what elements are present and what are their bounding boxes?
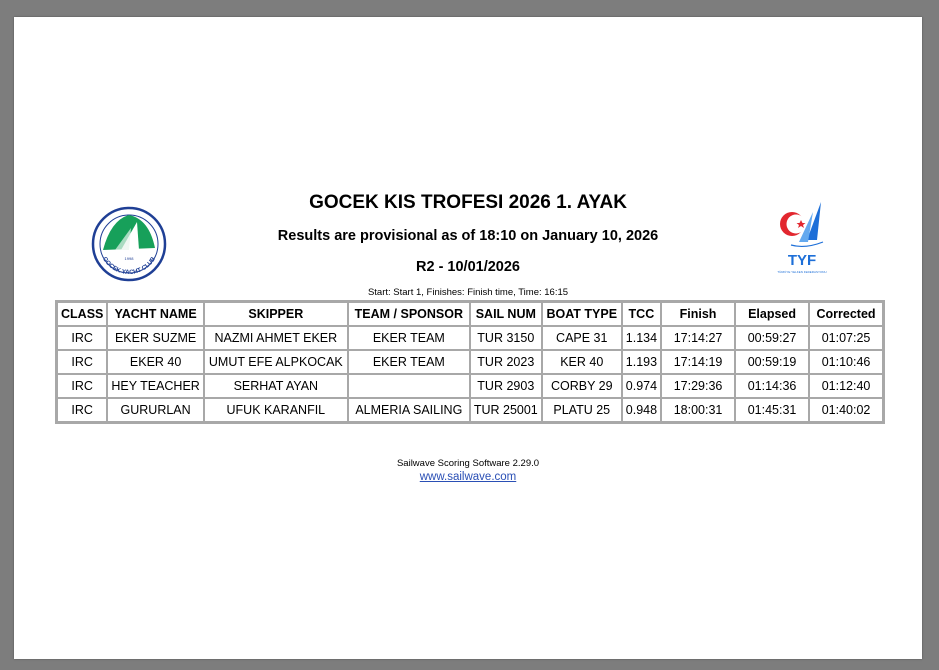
- cell-skipper: NAZMI AHMET EKER: [204, 326, 348, 350]
- cell-skipper: SERHAT AYAN: [204, 374, 348, 398]
- logo-left-text: GOCEK YACHT CLUB: [100, 255, 158, 277]
- results-page: [14, 17, 922, 659]
- cell-sail-num: TUR 3150: [470, 326, 542, 350]
- column-header-finish: Finish: [661, 302, 735, 326]
- table-row: [57, 350, 883, 374]
- cell-yacht-name: EKER 40: [107, 350, 203, 374]
- cell-team-sponsor: [348, 374, 470, 398]
- cell-tcc: 0.948: [622, 398, 661, 422]
- column-header-tcc: TCC: [622, 302, 661, 326]
- cell-skipper: UFUK KARANFIL: [204, 398, 348, 422]
- cell-yacht-name: HEY TEACHER: [107, 374, 203, 398]
- logo-left-year: 1998: [124, 256, 134, 261]
- column-header-elapsed: Elapsed: [735, 302, 809, 326]
- cell-elapsed: 00:59:27: [735, 326, 809, 350]
- cell-corrected: 01:07:25: [809, 326, 883, 350]
- cell-corrected: 01:12:40: [809, 374, 883, 398]
- software-credit: Sailwave Scoring Software 2.29.0: [396, 458, 540, 469]
- results-table: [55, 300, 885, 424]
- cell-team-sponsor: ALMERIA SAILING: [348, 398, 470, 422]
- cell-corrected: 01:10:46: [809, 350, 883, 374]
- logo-right-text: TYF: [787, 252, 817, 269]
- cell-finish: 17:14:19: [661, 350, 735, 374]
- column-header-corrected: Corrected: [809, 302, 883, 326]
- cell-finish: 17:29:36: [661, 374, 735, 398]
- cell-class: IRC: [57, 350, 107, 374]
- cell-elapsed: 01:14:36: [735, 374, 809, 398]
- cell-tcc: 1.193: [622, 350, 661, 374]
- race-label: R2 - 10/01/2026: [416, 259, 520, 275]
- footer-link-container: [14, 471, 922, 483]
- sailwave-link[interactable]: www.sailwave.com: [419, 471, 517, 483]
- column-header-skipper: SKIPPER: [204, 302, 348, 326]
- cell-tcc: 1.134: [622, 326, 661, 350]
- cell-boat-type: PLATU 25: [542, 398, 622, 422]
- tyf-logo: [777, 202, 827, 278]
- cell-finish: 17:14:27: [661, 326, 735, 350]
- cell-class: IRC: [57, 326, 107, 350]
- cell-team-sponsor: EKER TEAM: [348, 350, 470, 374]
- column-header-team-sponsor: TEAM / SPONSOR: [348, 302, 470, 326]
- table-row: [57, 326, 883, 350]
- table-header-row: [57, 302, 883, 326]
- cell-corrected: 01:40:02: [809, 398, 883, 422]
- cell-class: IRC: [57, 374, 107, 398]
- cell-yacht-name: EKER SUZME: [107, 326, 203, 350]
- cell-boat-type: KER 40: [542, 350, 622, 374]
- cell-skipper: UMUT EFE ALPKOCAK: [204, 350, 348, 374]
- logo-right-subtext: TÜRKİYE YELKEN FEDERASYONU: [777, 270, 827, 274]
- table-row: [57, 398, 883, 422]
- table-row: [57, 374, 883, 398]
- column-header-yacht-name: YACHT NAME: [107, 302, 203, 326]
- column-header-sail-num: SAIL NUM: [470, 302, 542, 326]
- start-info: Start: Start 1, Finishes: Finish time, Time: 16:15: [367, 287, 569, 298]
- cell-boat-type: CORBY 29: [542, 374, 622, 398]
- provisional-note: Results are provisional as of 18:10 on January 10, 2026: [277, 228, 659, 244]
- cell-sail-num: TUR 2903: [470, 374, 542, 398]
- cell-class: IRC: [57, 398, 107, 422]
- cell-tcc: 0.974: [622, 374, 661, 398]
- column-header-class: CLASS: [57, 302, 107, 326]
- column-header-boat-type: BOAT TYPE: [542, 302, 622, 326]
- cell-finish: 18:00:31: [661, 398, 735, 422]
- cell-boat-type: CAPE 31: [542, 326, 622, 350]
- cell-yacht-name: GURURLAN: [107, 398, 203, 422]
- cell-elapsed: 01:45:31: [735, 398, 809, 422]
- document-title: GOCEK KIS TROFESI 2026 1. AYAK: [309, 192, 627, 213]
- cell-team-sponsor: EKER TEAM: [348, 326, 470, 350]
- cell-sail-num: TUR 2023: [470, 350, 542, 374]
- cell-elapsed: 00:59:19: [735, 350, 809, 374]
- cell-sail-num: TUR 25001: [470, 398, 542, 422]
